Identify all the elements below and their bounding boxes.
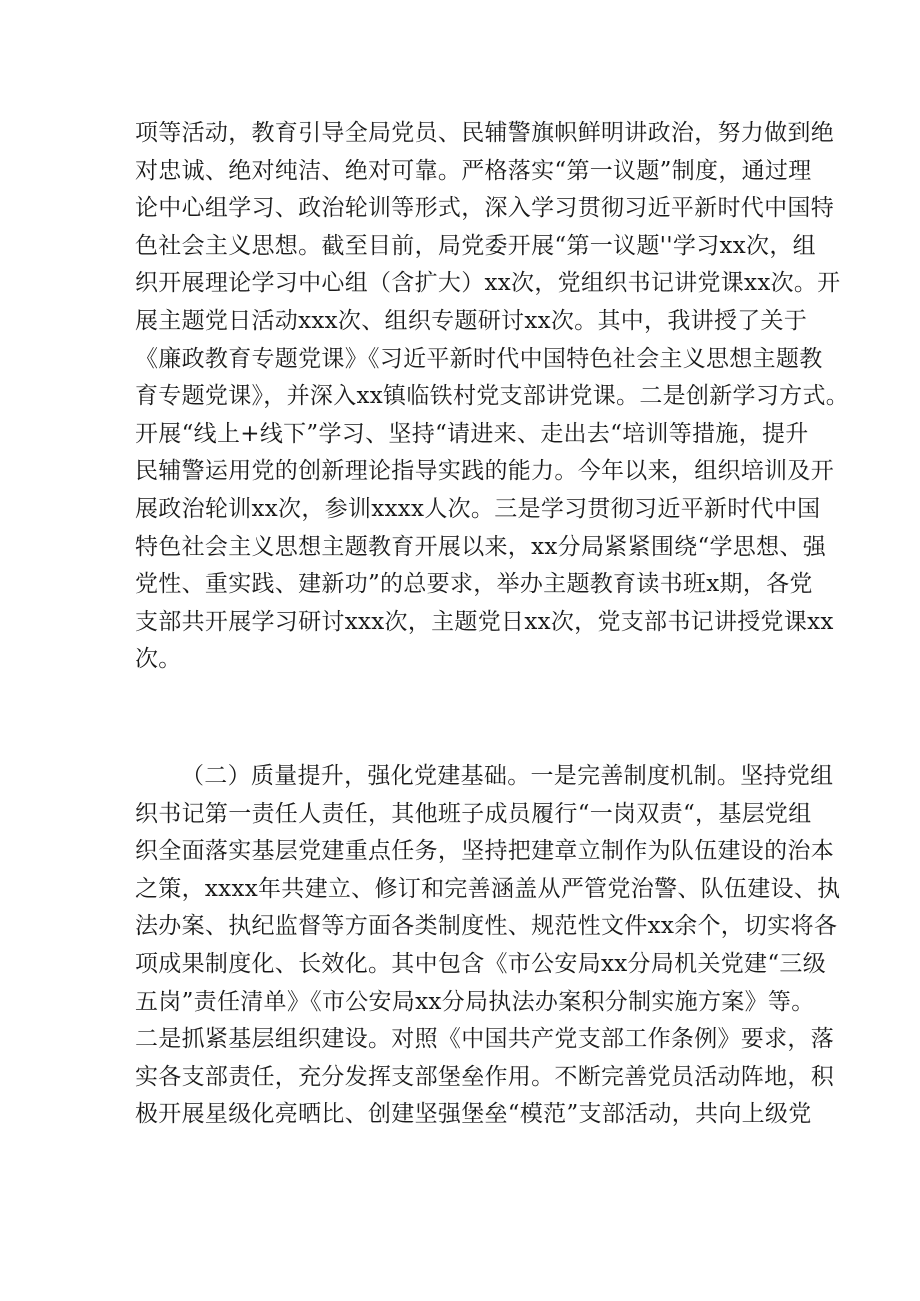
paragraph-line: 次。 [135,646,182,673]
paragraph-line: 之策，xxxx年共建立、修订和完善涵盖从严管党治警、队伍建设、执 [135,875,841,902]
paragraph-line: 育专题党课》，并深入xx镇临铁村党支部讲党课。二是创新学习方式。 [135,383,850,410]
paragraph-line: 支部共开展学习研讨xxx次，主题党日xx次，党支部书记讲授党课xx [135,608,834,635]
paragraph-line: 展主题党日活动xxx次、组织专题研讨xx次。其中，我讲授了关于 [135,307,808,334]
paragraph-line: 党性、重实践、建新功”的总要求，举办主题教育读书班x期，各党 [135,571,813,598]
paragraph-line: 《廉政教育专题党课》《习近平新时代中国特色社会主义思想主题教 [135,345,823,372]
paragraph-line: 特色社会主义思想主题教育开展以来，xx分局紧紧围绕“学思想、强 [135,533,827,560]
paragraph-line: 色社会主义思想。截至目前，局党委开展“第一议题''学习xx次，组 [135,232,816,259]
paragraph-line: 论中心组学习、政治轮训等形式，深入学习贯彻习近平新时代中国特 [135,195,834,222]
paragraph-line: 五岗”责任清单》《市公安局xx分局执法办案积分制实施方案》等。 [135,988,815,1015]
paragraph-line: 展政治轮训xx次，参训xxxx人次。三是学习贯彻习近平新时代中国 [135,495,821,522]
paragraph-line: 织全面落实基层党建重点任务，坚持把建章立制作为队伍建设的治本 [135,838,834,865]
paragraph-line: 项成果制度化、长效化。其中包含《市公安局xx分局机关党建“三级 [135,950,827,977]
paragraph-line: （二）质量提升，强化党建基础。一是完善制度机制。坚持党组 [181,763,834,789]
paragraph-quality-improvement [135,758,841,1134]
paragraph-study-activities [135,115,850,679]
paragraph-line: 织书记第一责任人责任，其他班子成员履行“一岗双责“，基层党组 [135,800,812,827]
paragraph-line: 开展“线上+线下”学习、坚持“请进来、走出去“培训等措施，提升 [135,420,809,447]
paragraph-line: 项等活动，教育引导全局党员、民辅警旗帜鲜明讲政治，努力做到绝 [135,120,834,146]
paragraph-line: 对忠诚、绝对纯洁、绝对可靠。严格落实“第一议题”制度，通过理 [135,157,812,184]
paragraph-line: 二是抓紧基层组织建设。对照《中国共产党支部工作条例》要求，落 [135,1026,834,1053]
paragraph-line: 民辅警运用党的创新理论指导实践的能力。今年以来，组织培训及开 [135,458,834,485]
paragraph-line: 极开展星级化亮晒比、创建坚强堡垒“模范”支部活动，共向上级党 [135,1101,812,1128]
paragraph-line: 织开展理论学习中心组（含扩大）xx次，党组织书记讲党课xx次。开 [135,270,841,297]
paragraph-line: 法办案、执纪监督等方面各类制度性、规范性文件xx余个，切实将各 [135,913,838,940]
paragraph-line: 实各支部责任，充分发挥支部堡垒作用。不断完善党员活动阵地，积 [135,1063,834,1090]
